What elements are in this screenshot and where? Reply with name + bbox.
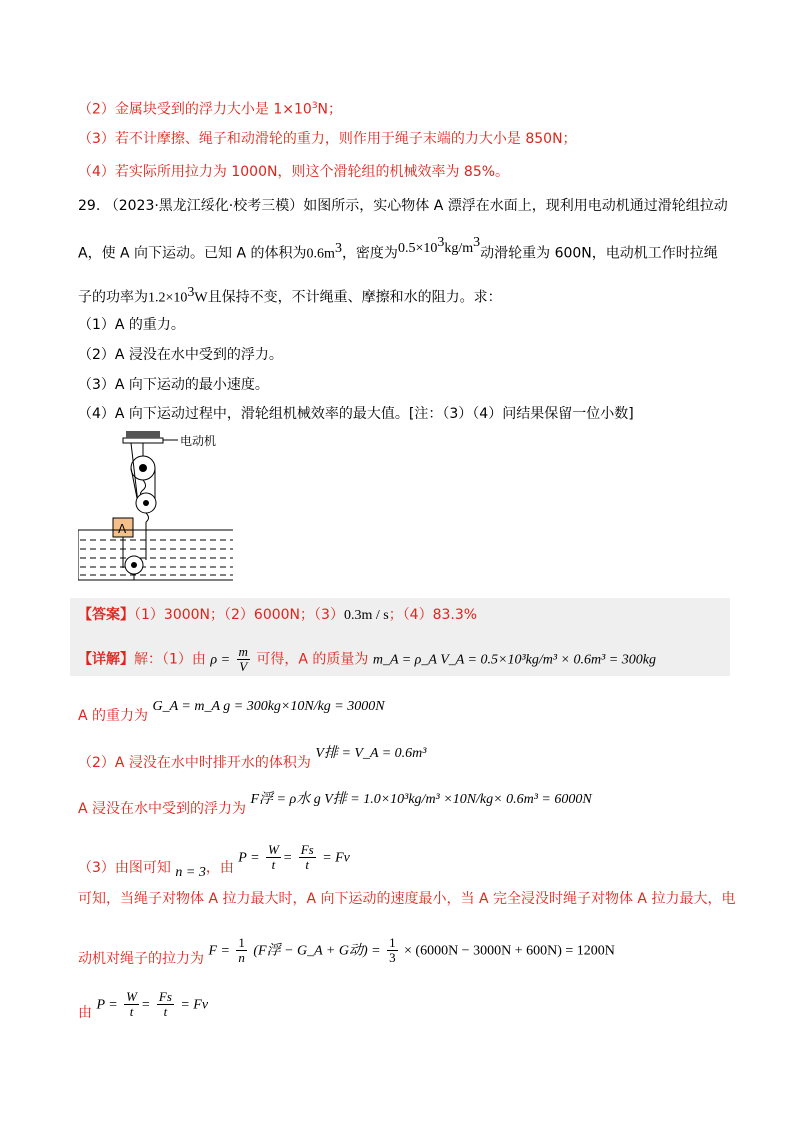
sub-question-4: （4）A 向下运动过程中，滑轮组机械效率的最大值。[注：（3）（4）问结果保留一位小数] xyxy=(78,406,634,422)
step2-line: （2）A 浸没在水中时排开水的体积为 V排 = V_A = 0.6m³ xyxy=(78,746,427,771)
mass-equation: m_A = ρ_A V_A = 0.5×10³kg/m³ × 0.6m³ = 300kg xyxy=(372,652,656,668)
sub-question-3: （3）A 向下运动的最小速度。 xyxy=(78,377,269,393)
question-line-2: A，使 A 向下运动。已知 A 的体积为$0.6m^3$，密度为$0.5\times 10^3kg/m^3$动滑轮重为 600N，电动机工作时拉绳 xyxy=(78,235,718,262)
prev-answer-3: （3）若不计摩擦、绳子和动滑轮的重力，则作用于绳子末端的力大小是 850N； xyxy=(78,131,577,147)
sub-question-1: （1）A 的重力。 xyxy=(78,317,185,333)
force-line: 动机对绳子的拉力为 F = $\frac{1}{n}$ (F浮 − G_A + G动) = $\frac{1}{3}$ × (6000N − 3000N + 600N) = 1200N xyxy=(78,935,615,967)
explain-label: 【详解】 xyxy=(78,651,134,668)
question-number: 29. xyxy=(78,198,101,214)
answer-line: 【答案】（1）3000N；（2）6000N；（3）0.3m / s；（4）83.3% xyxy=(78,607,478,623)
sub-question-2: （2）A 浸没在水中受到的浮力。 xyxy=(78,347,283,363)
gravity-line: A 的重力为 G_A = m_A g = 300kg×10N/kg = 3000N xyxy=(78,699,385,724)
motor-label: 电动机 xyxy=(180,434,217,448)
buoyancy-equation: F浮 = ρ水 g V排 = 1.0×10³kg/m³ ×10N/kg× 0.6m³ = 6000N xyxy=(250,792,592,807)
last-line: 由 P = $\frac{W}{t}$ = $\frac{Fs}{t}$ = Fv xyxy=(78,989,209,1021)
block-a-label: A xyxy=(118,522,127,536)
gravity-equation: G_A = m_A g = 300kg×10N/kg = 3000N xyxy=(152,699,385,714)
buoyancy-line: A 浸没在水中受到的浮力为 F浮 = ρ水 g V排 = 1.0×10³kg/m³ ×10N/kg× 0.6m³ = 6000N xyxy=(78,792,592,817)
prev-answer-4: （4）若实际所用拉力为 1000N，则这个滑轮组的机械效率为 85%。 xyxy=(78,164,510,180)
prev-answer-2: （2）金属块受到的浮力大小是 $1\times 10^3N$； xyxy=(78,101,343,118)
question-line-1: 29. （2023·黑龙江绥化·校考三模）如图所示，实心物体 A 漂浮在水面上，现利用电动机通过滑轮组拉动 xyxy=(78,198,728,214)
step3-line: （3）由图可知 n = 3，由 P = $\frac{W}{t}$ = $\frac{Fs}{t}$ = Fv xyxy=(78,842,350,880)
pulley-figure xyxy=(78,428,248,588)
ceiling-hatch xyxy=(126,431,160,438)
answer-label: 【答案】 xyxy=(78,607,134,623)
reason-line: 可知，当绳子对物体 A 拉力最大时，A 向下运动的速度最小，当 A 完全浸没时绳子对物体 A 拉力最大，电 xyxy=(78,891,736,907)
question-source: （2023·黑龙江绥化·校考三模） xyxy=(104,198,304,214)
question-line-3: 子的功率为$1.2\times 10^3W$且保持不变，不计绳重、摩擦和水的阻力。求： xyxy=(78,285,502,306)
volume-equation: V排 = V_A = 0.6m³ xyxy=(315,746,427,761)
ceiling-bar xyxy=(123,438,163,443)
n-equation: n = 3 xyxy=(175,864,206,880)
explain-line-1: 【详解】解：（1）由 ρ = $\frac{m}{V}$ 可得，A 的质量为 m_A = ρ_A V_A = 0.5×10³kg/m³ × 0.6m³ = 300kg xyxy=(78,644,656,674)
